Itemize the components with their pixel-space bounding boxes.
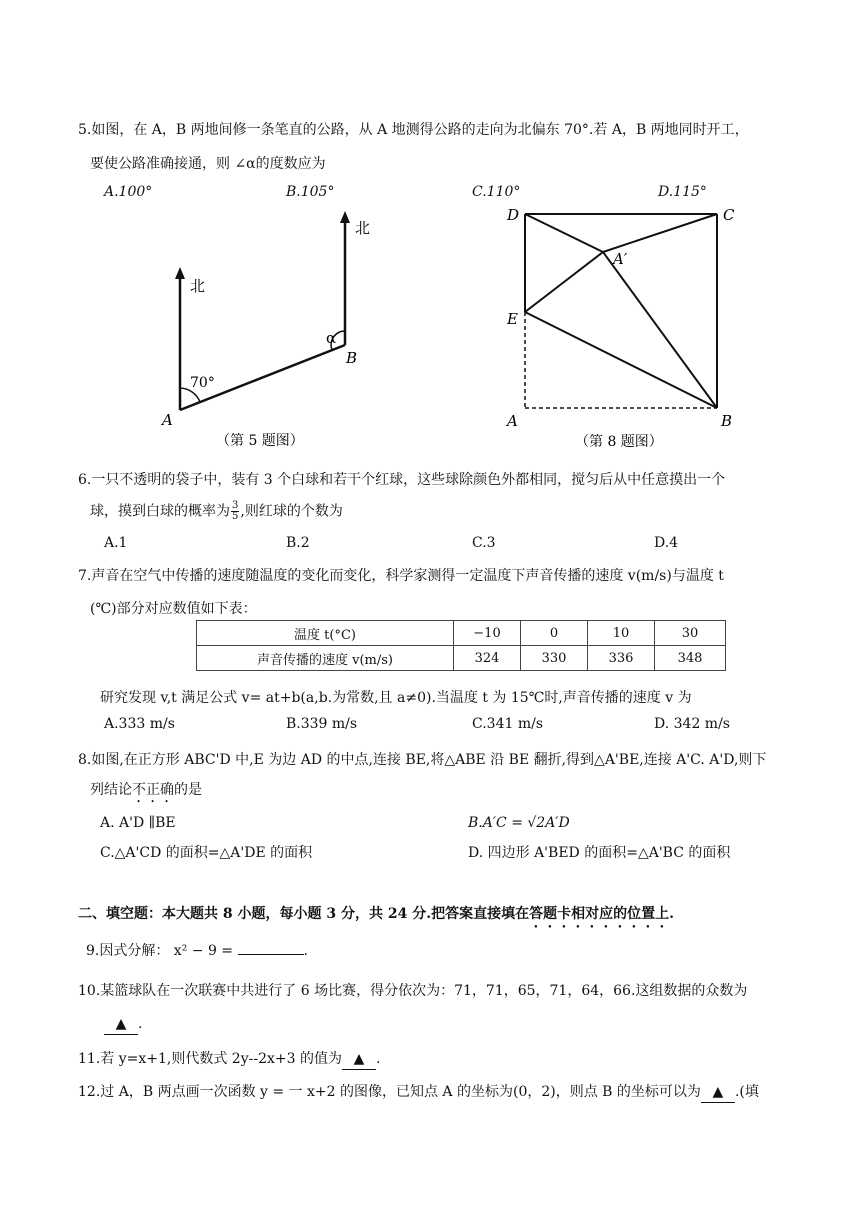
q8-line2-pre: 列结论 [90, 782, 132, 798]
q5-line2: 要使公路准确接通，则 ∠α的度数应为 [90, 156, 326, 172]
q5-option-a: A.100° [104, 184, 153, 200]
q11-text: 11.若 y=x+1,则代数式 2y--2x+3 的值为 [78, 1051, 342, 1067]
section-2-emphasis: 答题卡相对应的位置上 [529, 906, 670, 922]
q8-line2-post: 的是 [174, 782, 202, 798]
table-header-speed: 声音传播的速度 v(m/s) [197, 646, 454, 671]
q6-option-b: B.2 [286, 535, 310, 551]
q10-line1: 10.某篮球队在一次联赛中共进行了 6 场比赛，得分依次为：71，71，65，71，64，66.这组数据的众数为 [78, 983, 748, 999]
point-d-label: D [507, 206, 520, 224]
section-2-post: . [669, 906, 674, 922]
q6-probability-fraction [231, 501, 239, 522]
q7-line1: 7.声音在空气中传播的速度随温度的变化而变化，科学家测得一定温度下声音传播的速度 v(m/s)与温度 t [78, 568, 724, 584]
q6-line1: 6.一只不透明的袋子中，装有 3 个白球和若干个红球，这些球除颜色外都相同，搅匀后从中任意摸出一个 [78, 472, 726, 488]
q8-option-a: A. A'D ∥BE [100, 815, 176, 831]
q11 [78, 1049, 380, 1070]
figure-8-caption: （第 8 题图） [575, 434, 663, 450]
q6-line2-post: ,则红球的个数为 [240, 503, 343, 520]
q12 [78, 1082, 759, 1103]
q6-line2 [90, 501, 343, 522]
table-cell: 330 [521, 646, 588, 671]
q6-option-d: D.4 [654, 535, 679, 551]
q7-table [196, 620, 726, 671]
north-label-right: 北 [355, 219, 371, 237]
q8-option-d: D. 四边形 A'BED 的面积=△A'BC 的面积 [468, 845, 731, 861]
q11-end: . [375, 1051, 381, 1067]
angle-70-label: 70° [190, 375, 215, 391]
figure-5-caption: （第 5 题图） [216, 433, 304, 449]
figure-5 [150, 205, 390, 455]
table-cell: 336 [588, 646, 655, 671]
table-header-temperature: 温度 t(°C) [197, 621, 454, 646]
table-cell: 10 [588, 621, 655, 646]
fraction-numerator: 3 [232, 500, 239, 511]
table-row [197, 621, 726, 646]
q12-text: 12.过 A，B 两点画一次函数 y = 一 x+2 的图像，已知点 A 的坐标为(0，2)，则点 B 的坐标可以为 [78, 1084, 701, 1100]
table-cell: 30 [655, 621, 726, 646]
q5-option-b: B.105° [286, 184, 335, 200]
q8-emphasis-incorrect: 不正确 [132, 782, 174, 798]
figure-8 [495, 198, 755, 458]
q9-text: 9.因式分解： x² − 9 = [86, 943, 234, 959]
point-c-label: C [723, 206, 735, 224]
q11-answer-blank[interactable]: ▲ [342, 1049, 376, 1070]
q9-end: . [303, 943, 308, 959]
q12-end: .(填 [734, 1084, 759, 1100]
fraction-denominator: 5 [232, 511, 239, 522]
table-cell: −10 [454, 621, 521, 646]
point-b-label: B [346, 349, 358, 367]
q7-option-d: D. 342 m/s [654, 716, 730, 732]
q5-option-c: C.110° [472, 184, 521, 200]
q5-line1: 5.如图，在 A，B 两地间修一条笔直的公路，从 A 地测得公路的走向为北偏东 70°.若 A，B 两地同时开工， [78, 122, 749, 138]
q7-option-b: B.339 m/s [286, 716, 358, 732]
q10-answer-blank[interactable]: ▲ [104, 1014, 138, 1035]
q10-line2 [104, 1014, 142, 1035]
q8-option-b: B.A′C = √2A′D [468, 815, 570, 831]
q5-option-d: D.115° [658, 184, 707, 200]
q8-option-c: C.△A'CD 的面积=△A'DE 的面积 [100, 845, 313, 861]
point-e-label: E [507, 310, 518, 328]
q6-line2-pre: 球，摸到白球的概率为 [90, 503, 230, 520]
point-a-prime-label: A′ [613, 250, 628, 268]
q7-option-c: C.341 m/s [472, 716, 544, 732]
q8-line1: 8.如图,在正方形 ABC'D 中,E 为边 AD 的中点,连接 BE,将△ABE 沿 BE 翻折,得到△A'BE,连接 A'C. A'D,则下 [78, 752, 767, 768]
q7-option-a: A.333 m/s [104, 716, 175, 732]
table-cell: 0 [521, 621, 588, 646]
q9 [86, 941, 308, 961]
q6-option-c: C.3 [472, 535, 496, 551]
q6-option-a: A.1 [104, 535, 128, 551]
point-a-label: A [162, 411, 173, 429]
q10-end: . [138, 1016, 143, 1032]
q9-answer-blank[interactable] [238, 954, 304, 955]
table-cell: 348 [655, 646, 726, 671]
point-a-label-8: A [507, 412, 518, 430]
section-2-pre: 二、填空题：本大题共 8 小题，每小题 3 分，共 24 分.把答案直接填在 [78, 906, 530, 922]
table-cell: 324 [454, 646, 521, 671]
section-2-header [78, 903, 674, 931]
q12-answer-blank[interactable]: ▲ [701, 1082, 735, 1103]
q7-line2: (℃)部分对应数值如下表： [90, 601, 257, 617]
north-label-left: 北 [190, 277, 206, 295]
point-b-label-8: B [721, 412, 733, 430]
alpha-label: α [326, 329, 337, 347]
q7-line3: 研究发现 v,t 满足公式 v= at+b(a,b.为常数,且 a≠0).当温度 t 为 15℃时,声音传播的速度 v 为 [100, 690, 692, 706]
table-row [197, 646, 726, 671]
q8-line2 [90, 780, 202, 806]
